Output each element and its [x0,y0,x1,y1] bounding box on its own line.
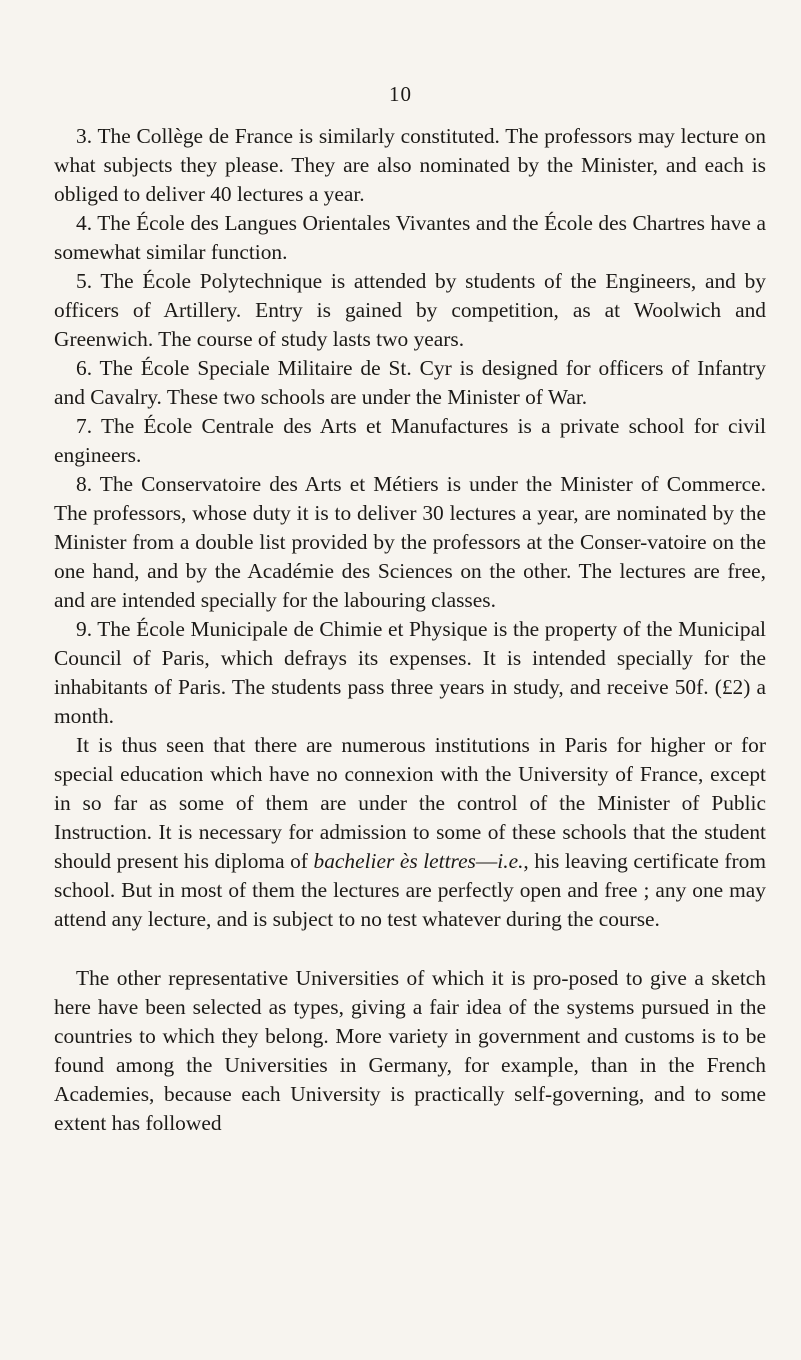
paragraph-item-7: 7. The École Centrale des Arts et Manufactures is a private school for civil engineers. [54,414,766,467]
summary-dash: — [475,849,498,873]
paragraph-item-9: 9. The École Municipale de Chimie et Physique is the property of the Municipal Council of Paris, which defrays its expenses. It is intended specially for the inhabitants of Paris. The students pass three years in study, and receive 50f. (£2) a month. [54,617,766,728]
paragraph-universities: The other representative Universities of which it is pro-posed to give a sketch here have been selected as types, giving a fair idea of the systems pursued in the countries to which they belong. More variety in government and customs is to be found among the Universities in Germany, for example, than in the French Academies, because each University is practically self-governing, and to some extent has followed [54,966,766,1135]
paragraph-item-4: 4. The École des Langues Orientales Vivantes and the École des Chartres have a somewhat similar function. [54,211,766,264]
paragraph-item-6: 6. The École Speciale Militaire de St. Cyr is designed for officers of Infantry and Cavalry. These two schools are under the Minister of War. [54,356,766,409]
body-text [54,122,766,1138]
page-number: 10 [389,82,412,106]
paragraph-item-8: 8. The Conservatoire des Arts et Métiers is under the Minister of Commerce. The professors, whose duty it is to deliver 30 lectures a year, are nominated by the Minister from a double list provided by the professors at the Conser-vatoire on the one hand, and by the Académie des Sciences on the other. The lectures are free, and are intended specially for the labouring classes. [54,472,766,612]
paragraph-summary [54,731,766,934]
summary-italic-ie: i.e. [497,849,524,873]
summary-text-before: It is thus seen that there are numerous institutions in Paris for higher or for special education which have no connexion with the University of France, except in so far as some of them are under the control of the Minister of Public Instruction. It is necessary for admission to some of these schools that the student should present his diploma of [54,733,766,873]
summary-text-after: , his leaving certificate from school. But in most of them the lectures are perfectly open and free ; any one may attend any lecture, and is subject to no test whatever during the course. [54,849,766,931]
paragraph-item-3: 3. The Collège de France is similarly constituted. The professors may lecture on what subjects they please. They are also nominated by the Minister, and each is obliged to deliver 40 lectures a year. [54,124,766,206]
paragraph-item-5: 5. The École Polytechnique is attended by students of the Engineers, and by officers of Artillery. Entry is gained by competition, as at Woolwich and Greenwich. The course of study lasts two years. [54,269,766,351]
summary-italic-diploma: bachelier ès lettres [313,849,476,873]
